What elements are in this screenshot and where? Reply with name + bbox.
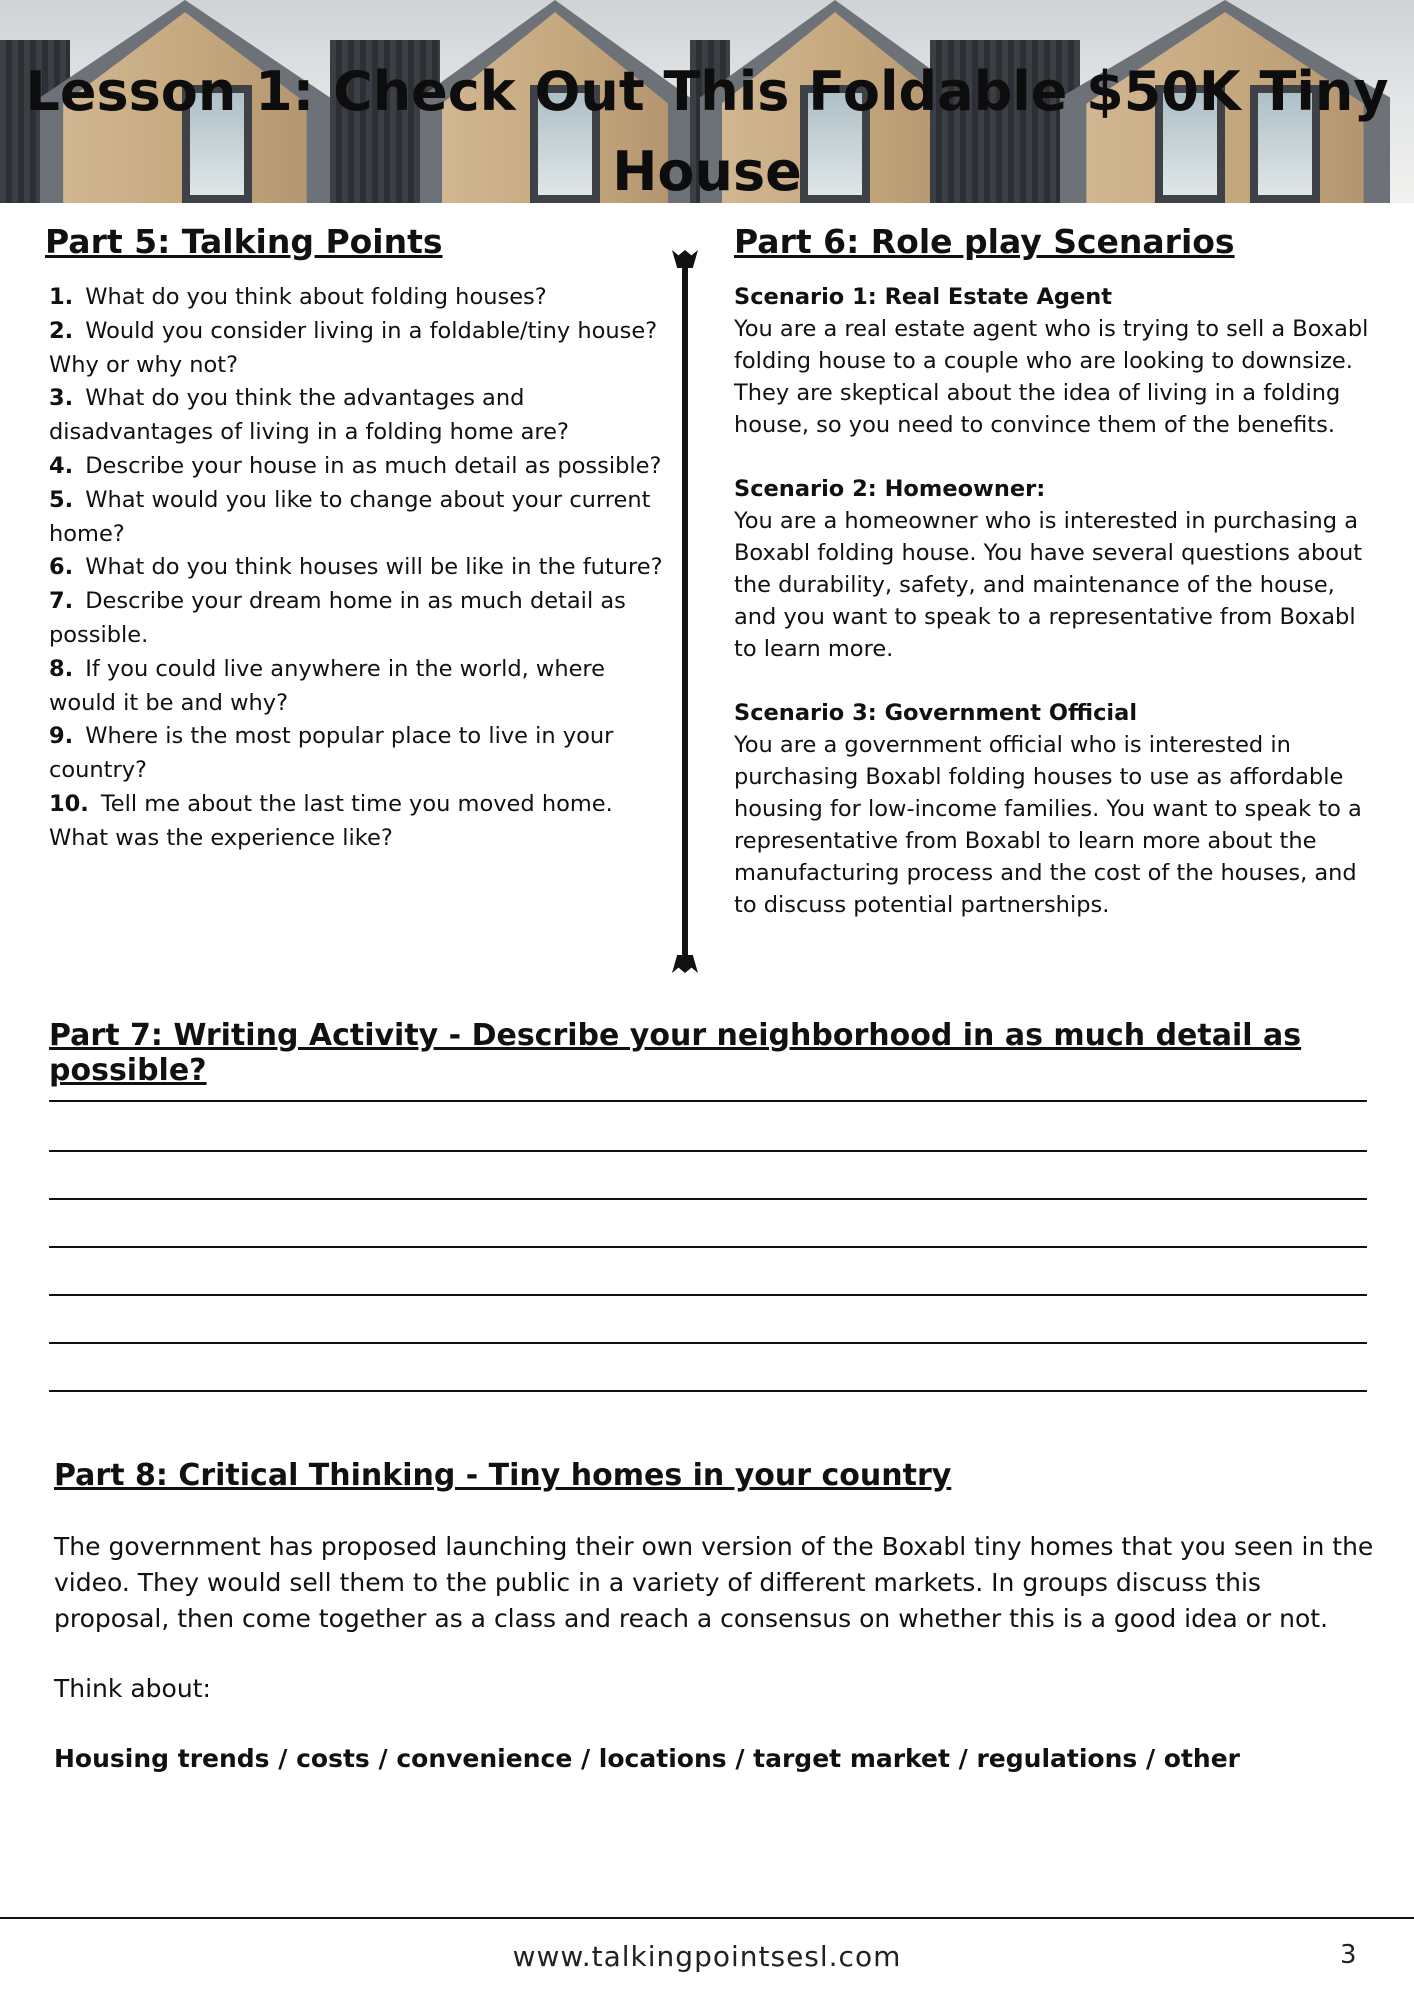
scenario-title: Scenario 1: Real Estate Agent <box>734 284 1113 310</box>
talking-points-section <box>45 222 675 856</box>
writing-line[interactable] <box>49 1100 1367 1102</box>
critical-thinking-section <box>54 1458 1384 1777</box>
critical-thinking-body: The government has proposed launching their own version of the Boxabl tiny homes that you seen in the video. They would sell them to the public in a variety of different markets. In groups discuss this proposal, then come together as a class and reach a consensus on whether this is a good idea or not. <box>54 1532 1374 1633</box>
divider-bottom-ornament <box>672 955 698 973</box>
list-item <box>49 382 675 450</box>
list-item <box>49 653 675 721</box>
list-item <box>49 450 675 484</box>
writing-line[interactable] <box>49 1150 1367 1152</box>
item-number: 7. <box>49 588 74 615</box>
list-item <box>49 315 675 383</box>
item-text: Tell me about the last time you moved home. What was the experience like? <box>49 790 613 851</box>
critical-thinking-title: Part 8: Critical Thinking - Tiny homes in your country <box>54 1458 952 1493</box>
list-item <box>49 585 675 653</box>
list-item <box>49 484 675 552</box>
list-item <box>49 788 675 856</box>
writing-line[interactable] <box>49 1198 1367 1200</box>
page-title-line-2: House <box>612 140 802 203</box>
list-item <box>49 281 675 315</box>
role-play-title: Part 6: Role play Scenarios <box>734 222 1235 261</box>
item-text: If you could live anywhere in the world, where would it be and why? <box>49 655 606 716</box>
item-number: 5. <box>49 486 74 513</box>
item-text: What do you think the advantages and disadvantages of living in a folding home are? <box>49 385 569 446</box>
list-item <box>49 720 675 788</box>
writing-line[interactable] <box>49 1390 1367 1392</box>
item-number: 10. <box>49 790 89 817</box>
page-title <box>0 52 1414 203</box>
item-text: Describe your house in as much detail as possible? <box>85 452 662 479</box>
item-text: Where is the most popular place to live in your country? <box>49 723 614 784</box>
scenario <box>734 697 1384 921</box>
footer-rule <box>0 1917 1414 1919</box>
scenario-text: You are a government official who is interested in purchasing Boxabl folding houses to use as affordable housing for low-income families. You want to speak to a representative from Boxabl to learn more about the manufacturing process and the cost of the houses, and to discuss potential partnerships. <box>734 732 1362 918</box>
footer-url[interactable]: www.talkingpointsesl.com <box>512 1940 902 1973</box>
list-item <box>49 551 675 585</box>
item-text: Would you consider living in a foldable/tiny house? Why or why not? <box>49 317 658 378</box>
item-number: 9. <box>49 723 74 750</box>
page-title-line-1: Lesson 1: Check Out This Foldable $50K Tiny <box>25 60 1389 123</box>
scenario-title: Scenario 2: Homeowner: <box>734 476 1046 502</box>
item-number: 3. <box>49 385 74 412</box>
item-number: 1. <box>49 284 74 310</box>
scenario <box>734 473 1384 665</box>
scenario-text: You are a real estate agent who is trying to sell a Boxabl folding house to a couple who are looking to downsize. They are skeptical about the idea of living in a folding house, so you need to convince them of the benefits. <box>734 316 1369 438</box>
item-number: 2. <box>49 317 74 344</box>
discussion-topics: Housing trends / costs / convenience / locations / target market / regulations / other <box>54 1744 1240 1773</box>
scenario-title: Scenario 3: Government Official <box>734 700 1138 726</box>
item-number: 4. <box>49 452 74 479</box>
role-play-section <box>734 222 1384 921</box>
item-text: Describe your dream home in as much detail as possible. <box>49 588 626 648</box>
think-about-label: Think about: <box>54 1674 211 1703</box>
writing-activity-title: Part 7: Writing Activity - Describe your neighborhood in as much detail as possible? <box>49 1018 1302 1088</box>
header-banner <box>0 0 1414 203</box>
item-number: 8. <box>49 655 74 682</box>
scenario <box>734 281 1384 441</box>
writing-line[interactable] <box>49 1294 1367 1296</box>
talking-points-list <box>49 281 675 856</box>
writing-line[interactable] <box>49 1246 1367 1248</box>
page-number: 3 <box>1340 1940 1357 1970</box>
writing-activity-section <box>49 1018 1369 1088</box>
column-divider <box>682 253 688 965</box>
item-text: What do you think about folding houses? <box>85 284 547 310</box>
item-text: What would you like to change about your current home? <box>49 486 651 547</box>
item-number: 6. <box>49 554 74 581</box>
scenario-text: You are a homeowner who is interested in purchasing a Boxabl folding house. You have several questions about the durability, safety, and maintenance of the house, and you want to speak to a representative from Boxabl to learn more. <box>734 508 1363 662</box>
writing-line[interactable] <box>49 1342 1367 1344</box>
talking-points-title: Part 5: Talking Points <box>45 222 443 261</box>
item-text: What do you think houses will be like in the future? <box>85 554 663 581</box>
